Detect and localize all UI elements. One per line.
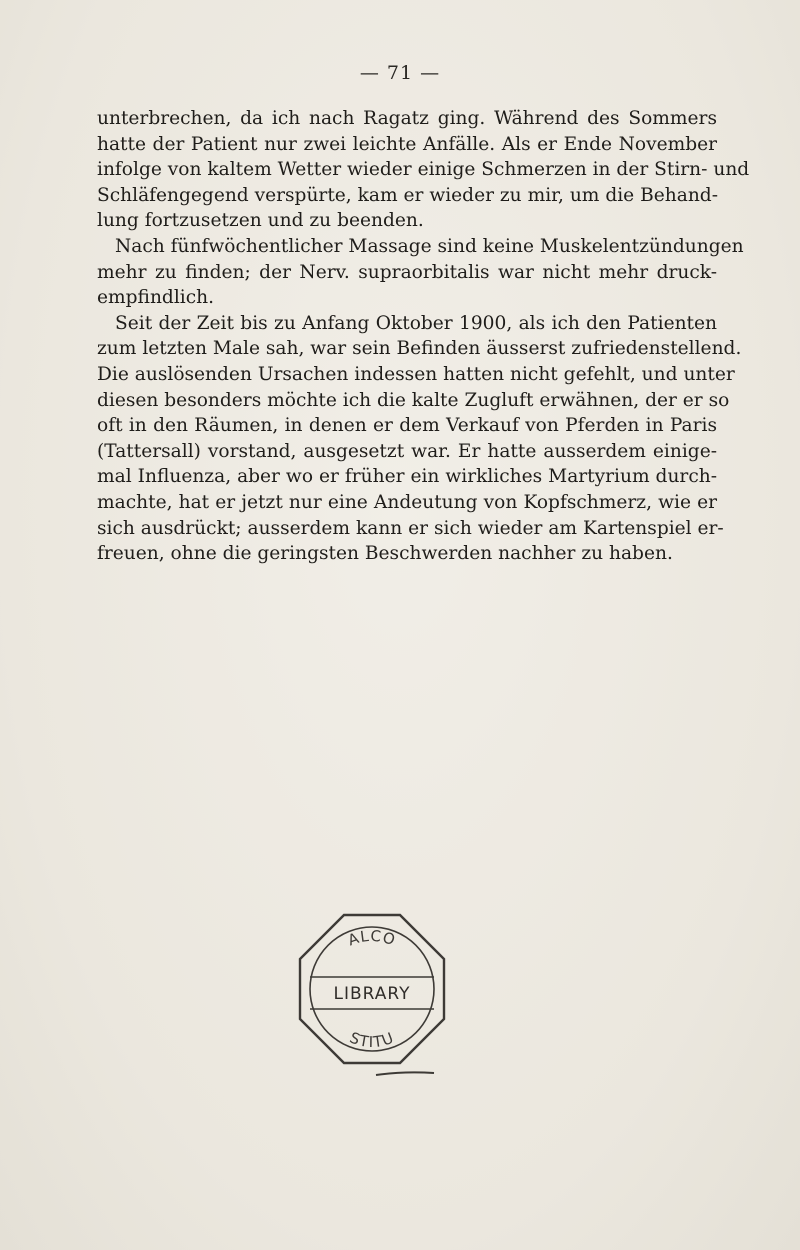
stamp-center-text: LIBRARY xyxy=(333,984,411,1004)
svg-text:ALCO xyxy=(346,927,399,950)
text-line: Nach fünfwöchentlicher Massage sind keine Muskelentzündungen xyxy=(115,235,744,257)
text-line: unterbrechen, da ich nach Ragatz ging. Während des Sommers xyxy=(97,108,717,129)
svg-text:STITU xyxy=(347,1029,397,1052)
text-line: zum letzten Male sah, war sein Befinden äusserst zufriedenstellend. xyxy=(97,338,742,360)
library-stamp xyxy=(284,899,460,1081)
text-line: Schläfengegend verspürte, kam er wieder zu mir, um die Behand- xyxy=(97,184,718,206)
text-line: freuen, ohne die geringsten Beschwerden nachher zu haben. xyxy=(97,543,673,565)
text-line: mehr zu finden; der Nerv. supraorbitalis war nicht mehr druck- xyxy=(97,261,717,283)
text-line: oft in den Räumen, in denen er dem Verkauf von Pferden in Paris xyxy=(97,415,717,437)
text-line: machte, hat er jetzt nur eine Andeutung von Kopfschmerz, wie er xyxy=(97,491,717,513)
text-line: (Tattersall) vorstand, ausgesetzt war. Er hatte ausserdem einige- xyxy=(97,440,717,462)
library-stamp-graphic xyxy=(284,899,460,1081)
text-line: infolge von kaltem Wetter wieder einige Schmerzen in der Stirn- und xyxy=(97,159,750,181)
stamp-bottom-text: STITU xyxy=(347,1028,397,1052)
text-line: sich ausdrückt; ausserdem kann er sich wieder am Kartenspiel er- xyxy=(97,517,724,539)
stamp-smudge xyxy=(376,1072,434,1075)
text-line: empfindlich. xyxy=(97,287,215,309)
page-number: — 71 — xyxy=(359,62,441,84)
text-line: Die auslösenden Ursachen indessen hatten nicht gefehlt, und unter xyxy=(97,363,735,385)
text-line: lung fortzusetzen und zu beenden. xyxy=(97,210,424,232)
text-line: hatte der Patient nur zwei leichte Anfälle. Als er Ende November xyxy=(97,133,717,155)
text-line: diesen besonders möchte ich die kalte Zugluft erwähnen, der er so xyxy=(97,389,730,411)
body-text xyxy=(97,106,750,567)
text-line: mal Influenza, aber wo er früher ein wirkliches Martyrium durch- xyxy=(97,466,717,488)
text-line: Seit der Zeit bis zu Anfang Oktober 1900, als ich den Patienten xyxy=(115,312,717,334)
stamp-top-text: ALCO xyxy=(345,926,399,950)
